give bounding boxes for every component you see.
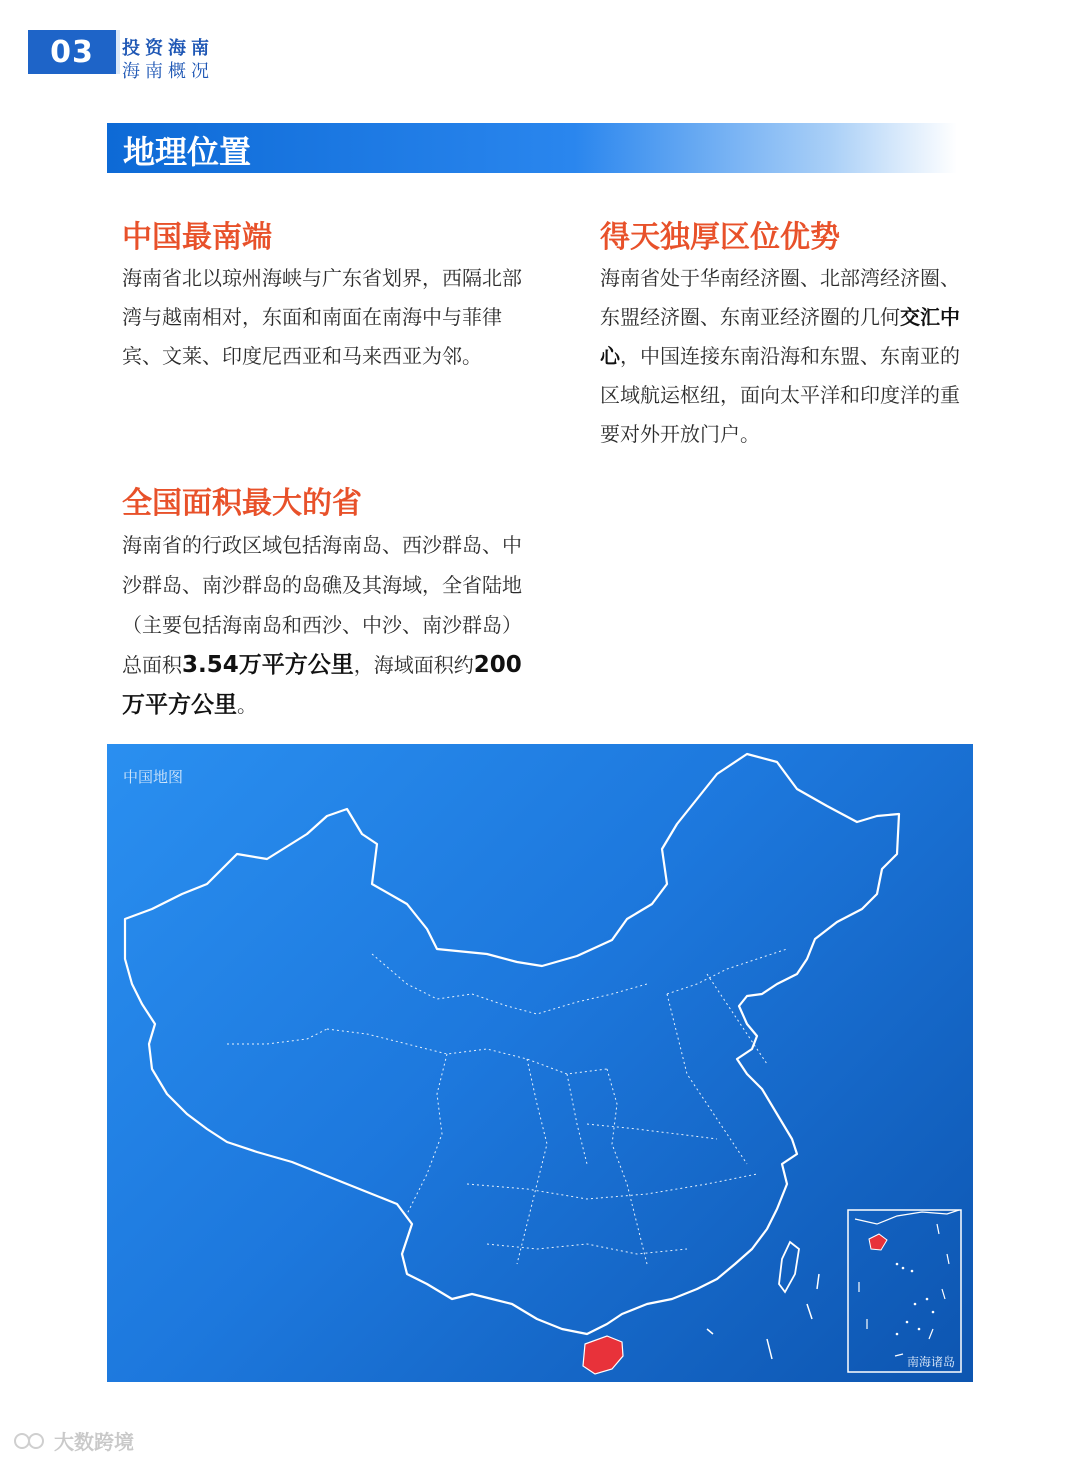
island-marks <box>707 1274 819 1359</box>
heading-location-advantage: 得天独厚区位优势 <box>600 220 840 255</box>
hainan-highlight <box>583 1336 623 1374</box>
header-title: 投资海南 <box>122 38 214 59</box>
watermark-text: 大数跨境 <box>54 1430 134 1454</box>
taiwan-outline <box>779 1242 799 1292</box>
south-sea-inset-frame <box>848 1210 961 1372</box>
heading-southernmost: 中国最南端 <box>122 220 272 255</box>
south-sea-inset-label: 南海诸岛 <box>906 1355 955 1369</box>
text-advantage-bold: 交汇中心 <box>600 305 960 368</box>
text-advantage-post: ，中国连接东南沿海和东盟、东南亚的区域航运枢纽，面向太平洋和印度洋的重要对外开放门户。 <box>600 344 960 446</box>
province-borders <box>227 949 787 1264</box>
heading-largest-province: 全国面积最大的省 <box>122 486 362 521</box>
text-area-post: 。 <box>237 693 257 717</box>
sea-area-value: 200万平方公里 <box>122 652 522 718</box>
watermark-logo-icon <box>12 1430 48 1452</box>
china-map-graphic <box>107 744 973 1382</box>
land-area-value: 3.54万平方公里 <box>182 652 354 678</box>
paragraph-location-advantage <box>600 259 972 454</box>
paragraph-southernmost: 海南省北以琼州海峡与广东省划界，西隔北部湾与越南相对，东面和南面在南海中与菲律宾、文莱、印度尼西亚和马来西亚为邻。 <box>122 266 522 368</box>
header-subtitle: 海南概况 <box>122 61 214 82</box>
section-title: 地理位置 <box>123 133 252 171</box>
text-area-pre: 海南省的行政区域包括海南岛、西沙群岛、中沙群岛、南沙群岛的岛礁及其海域，全省陆地（主要包括海南岛和西沙、中沙、南沙群岛）总面积 <box>122 533 522 677</box>
section-banner <box>107 123 957 173</box>
china-map-panel <box>107 744 973 1382</box>
page-number-badge: 03 <box>28 30 116 74</box>
inset-islands <box>896 1263 935 1336</box>
inset-coast <box>855 1210 959 1224</box>
watermark <box>12 1426 134 1455</box>
text-area-mid: ，海域面积约 <box>353 653 474 677</box>
map-title: 中国地图 <box>123 768 184 786</box>
inset-hainan <box>869 1234 887 1250</box>
paragraph-largest-province <box>122 525 537 725</box>
text-advantage-pre: 海南省处于华南经济圈、北部湾经济圈、东盟经济圈、东南亚经济圈的几何 <box>600 266 960 329</box>
